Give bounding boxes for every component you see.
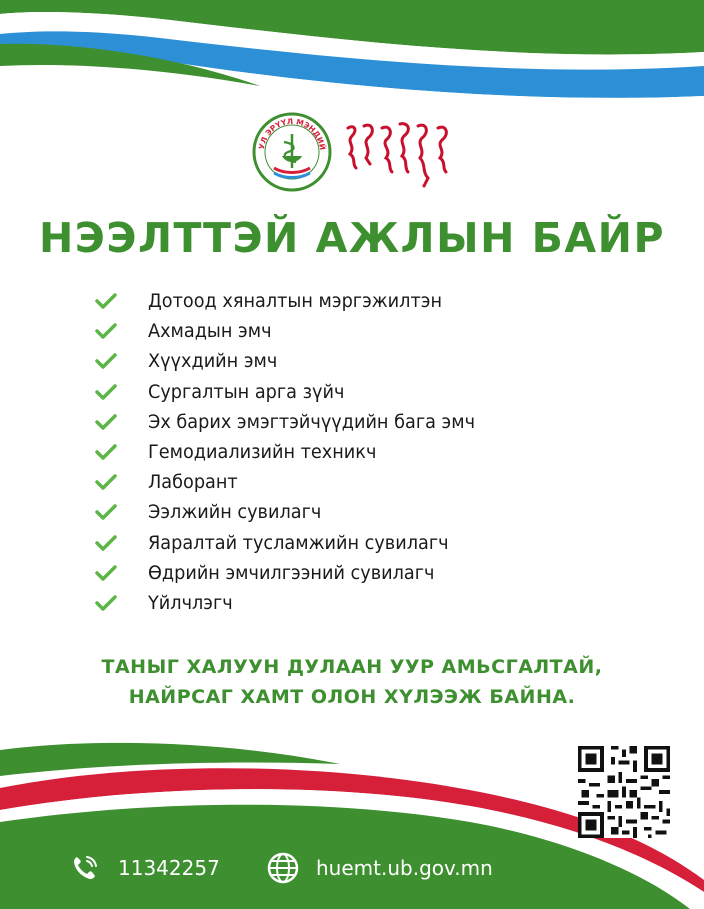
footer-website[interactable] [266, 848, 493, 888]
job-label: Хүүхдийн эмч [148, 350, 278, 373]
top-left-green-swoosh [0, 40, 260, 100]
checkmark-icon [95, 383, 117, 401]
job-label: Дотоод хяналтын мэргэжилтэн [148, 290, 443, 313]
caduceus-logo-icon [252, 112, 332, 192]
job-list-item [95, 286, 500, 316]
slogan-line-2: НАЙРСАГ ХАМТ ОЛОН ХҮЛЭЭЖ БАЙНА. [128, 686, 576, 708]
clinic-logo [252, 112, 332, 192]
checkmark-icon [95, 564, 117, 582]
job-list-item [95, 346, 500, 376]
job-list-item [95, 437, 500, 467]
job-label: Ээлжийн сувилагч [148, 501, 322, 524]
footer-phone[interactable] [68, 848, 220, 888]
checkmark-icon [95, 413, 117, 431]
job-label: Гемодиализийн техникч [148, 441, 377, 464]
checkmark-icon [95, 322, 117, 340]
job-list-item [95, 467, 500, 497]
checkmark-icon [95, 292, 117, 310]
job-label: Үйлчлэгч [148, 591, 233, 614]
website-link[interactable]: huemt.ub.gov.mn [316, 856, 493, 880]
checkmark-icon [95, 503, 117, 521]
mongolian-script-emblem [342, 118, 472, 198]
job-list-item [95, 497, 500, 527]
welcome-slogan [0, 652, 704, 712]
page-title: НЭЭЛТТЭЙ АЖЛЫН БАЙР [38, 214, 666, 262]
job-list [95, 286, 500, 618]
phone-icon [68, 851, 102, 885]
checkmark-icon [95, 352, 117, 370]
job-label: Ахмадын эмч [148, 320, 272, 343]
logo-ring-text: УЛ ЭРҮҮЛ МЭНДИЙ [257, 116, 328, 151]
checkmark-icon [95, 594, 117, 612]
slogan-line-1: ТАНЫГ ХАЛУУН ДУЛААН УУР АМЬСГАЛТАЙ, [101, 656, 603, 678]
job-label: Яаралтай тусламжийн сувилагч [148, 531, 449, 554]
qr-code[interactable] [578, 746, 670, 838]
job-label: Сургалтын арга зүйч [148, 380, 345, 403]
job-list-item [95, 316, 500, 346]
job-list-item [95, 588, 500, 618]
checkmark-icon [95, 473, 117, 491]
globe-icon [266, 851, 300, 885]
phone-number[interactable]: 11342257 [118, 856, 220, 880]
job-list-item [95, 558, 500, 588]
job-list-item [95, 528, 500, 558]
job-label: Эх барих эмэгтэйчүүдийн бага эмч [148, 410, 476, 433]
job-list-item [95, 407, 500, 437]
job-label: Өдрийн эмчилгээний сувилагч [148, 561, 435, 584]
job-label: Лаборант [148, 471, 238, 494]
checkmark-icon [95, 443, 117, 461]
checkmark-icon [95, 534, 117, 552]
job-list-item [95, 377, 500, 407]
